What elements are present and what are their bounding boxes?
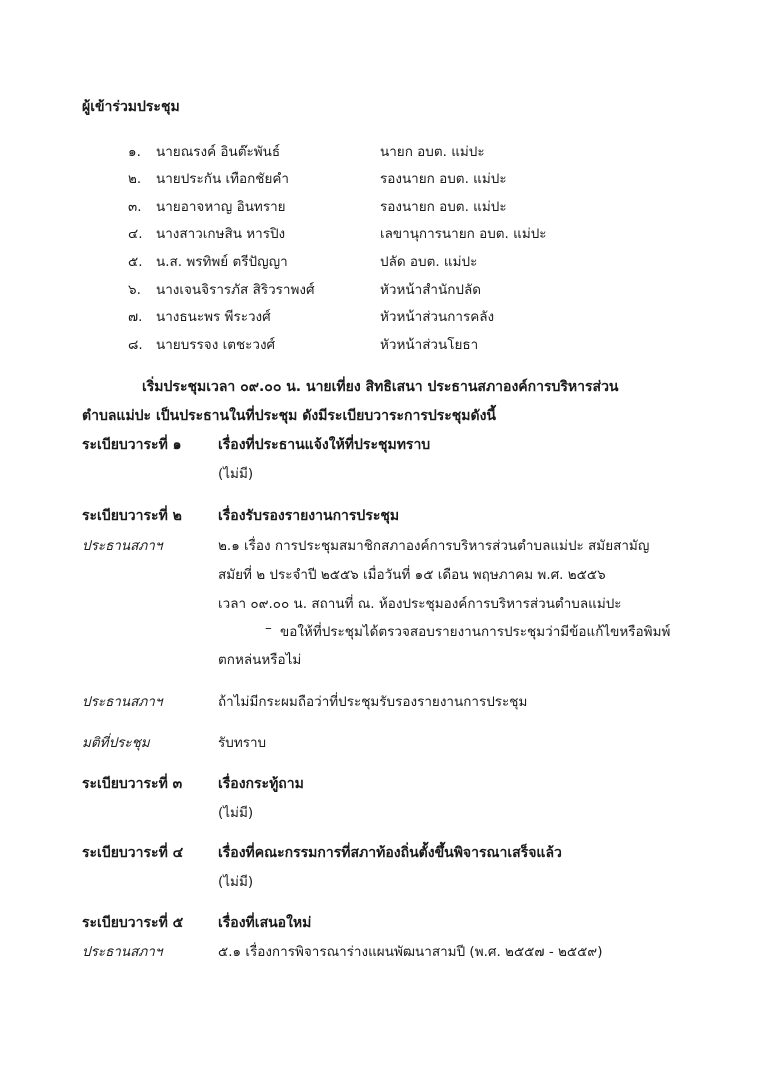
agenda-2-label: ระเบียบวาระที่ ๒ <box>82 508 182 524</box>
agenda-1-note: (ไม่มี) <box>218 466 254 482</box>
agenda-3-label: ระเบียบวาระที่ ๓ <box>82 776 183 792</box>
attendee-position: หัวหน้าสำนักปลัด <box>380 282 482 298</box>
attendee-number: ๒. <box>128 171 142 187</box>
agenda-2-line-2: สมัยที่ ๒ ประจำปี ๒๕๕๖ เมื่อวันที่ ๑๕ เดือน พฤษภาคม พ.ศ. ๒๕๕๖ <box>218 567 606 583</box>
agenda-5-line: ๕.๑ เรื่องการพิจารณาร่างแผนพัฒนาสามปี (พ.ศ. ๒๕๕๗ - ๒๕๕๙) <box>218 944 603 960</box>
agenda-5-label: ระเบียบวาระที่ ๕ <box>82 915 184 931</box>
attendee-name: นางสาวเกษสิน หารปิง <box>156 226 286 242</box>
agenda-2-bullet-line-1: ขอให้ที่ประชุมได้ตรวจสอบรายงานการประชุมว่ามีข้อแก้ไขหรือพิมพ์ <box>280 624 671 640</box>
opening-line-1: เริ่มประชุมเวลา ๐๙.๐๐ น. นายเที่ยง สิทธิเสนา ประธานสภาองค์การบริหารส่วน <box>142 379 619 395</box>
attendee-position: รองนายก อบต. แม่ปะ <box>380 171 507 187</box>
attendee-number: ๔. <box>128 226 143 242</box>
agenda-2-dash: – <box>265 620 272 636</box>
agenda-2-bullet-line-2: ตกหล่นหรือไม่ <box>218 652 302 668</box>
agenda-2-line-1: ๒.๑ เรื่อง การประชุมสมาชิกสภาองค์การบริหารส่วนตำบลแม่ปะ สมัยสามัญ <box>218 538 650 554</box>
attendee-name: นางเจนจิรารภัส สิริวราพงศ์ <box>156 282 315 298</box>
agenda-4-label: ระเบียบวาระที่ ๔ <box>82 845 184 861</box>
agenda-2-title: เรื่องรับรองรายงานการประชุม <box>218 508 400 524</box>
agenda-2-statement: ถ้าไม่มีกระผมถือว่าที่ประชุมรับรองรายงานการประชุม <box>218 694 528 710</box>
agenda-2-line-3: เวลา ๐๙.๐๐ น. สถานที่ ณ. ห้องประชุมองค์การบริหารส่วนตำบลแม่ปะ <box>218 596 622 612</box>
attendee-number: ๘. <box>128 337 143 353</box>
opening-line-2: ตำบลแม่ปะ เป็นประธานในที่ประชุม ดังมีระเบียบวาระการประชุมดังนี้ <box>82 408 496 424</box>
agenda-3-title: เรื่องกระทู้ถาม <box>218 776 304 792</box>
agenda-4-title: เรื่องที่คณะกรรมการที่สภาท้องถิ่นตั้งขึ้นพิจารณาเสร็จแล้ว <box>218 845 562 861</box>
agenda-1-label: ระเบียบวาระที่ ๑ <box>82 437 182 453</box>
attendee-position: เลขานุการนายก อบต. แม่ปะ <box>380 226 547 242</box>
attendee-name: นายบรรจง เตชะวงศ์ <box>156 337 276 353</box>
attendee-name: นางธนะพร พีระวงศ์ <box>156 309 271 325</box>
agenda-4-note: (ไม่มี) <box>218 874 254 890</box>
resolution-value: รับทราบ <box>218 735 267 751</box>
attendee-position: หัวหน้าส่วนการคลัง <box>380 309 495 325</box>
agenda-5-speaker: ประธานสภาฯ <box>82 944 163 960</box>
attendee-number: ๕. <box>128 254 143 270</box>
attendee-position: นายก อบต. แม่ปะ <box>380 144 485 160</box>
attendee-position: หัวหน้าส่วนโยธา <box>380 337 479 353</box>
attendee-number: ๓. <box>128 199 142 215</box>
agenda-5-title: เรื่องที่เสนอใหม่ <box>218 915 312 931</box>
attendee-name: นายอาจหาญ อินทราย <box>156 199 286 215</box>
agenda-1-title: เรื่องที่ประธานแจ้งให้ที่ประชุมทราบ <box>218 437 431 453</box>
attendee-name: น.ส. พรทิพย์ ตรีปัญญา <box>156 254 288 270</box>
attendee-number: ๖. <box>128 282 141 298</box>
agenda-2-speaker: ประธานสภาฯ <box>82 538 163 554</box>
agenda-2-speaker-2: ประธานสภาฯ <box>82 694 163 710</box>
attendee-position: รองนายก อบต. แม่ปะ <box>380 199 507 215</box>
attendee-name: นายณรงค์ อินต๊ะพันธ์ <box>156 144 281 160</box>
attendee-number: ๗. <box>128 309 143 325</box>
attendee-name: นายประกัน เทือกชัยคำ <box>156 171 289 187</box>
resolution-label: มติที่ประชุม <box>82 735 150 751</box>
attendee-position: ปลัด อบต. แม่ปะ <box>380 254 478 270</box>
attendees-heading: ผู้เข้าร่วมประชุม <box>82 99 180 115</box>
agenda-3-note: (ไม่มี) <box>218 805 254 821</box>
attendee-number: ๑. <box>128 144 141 160</box>
